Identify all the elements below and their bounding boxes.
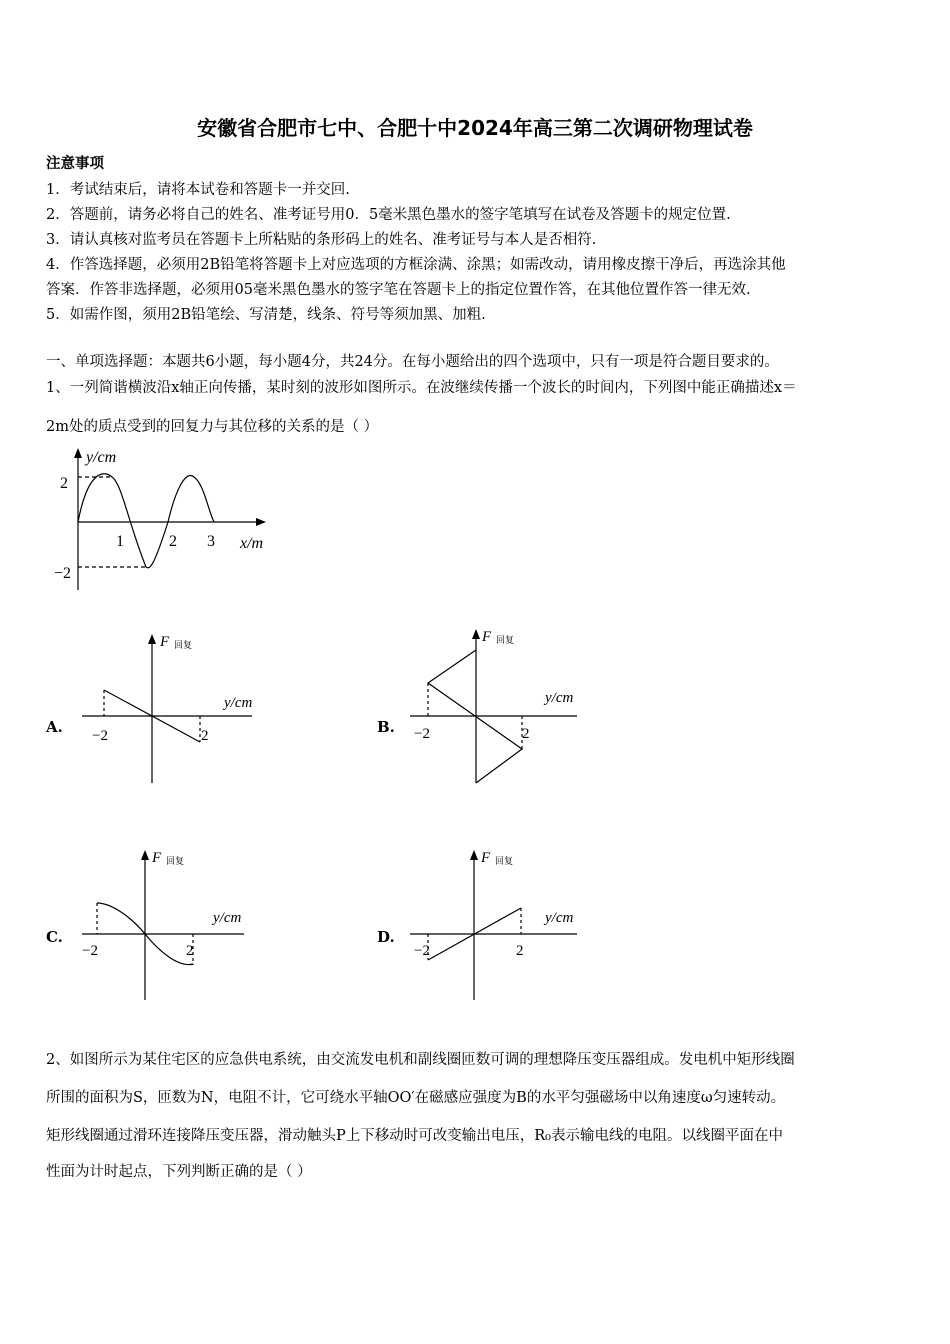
option-a-y-label: y/cm [224,695,253,711]
option-b-f-sub: 回复 [496,635,515,645]
option-a-neg-tick: −2 [92,728,108,744]
question-2-text: 所围的面积为S，匝数为N，电阻不计，它可绕水平轴OO′在磁感应强度为B的水平匀强磁场中以角速度ω匀速转动。 [46,1090,786,1106]
option-a-f-sub: 回复 [174,640,193,650]
option-b-f-label: F [482,629,492,645]
option-c-f-sub: 回复 [166,856,185,866]
option-d-y-label: y/cm [545,910,574,926]
wave-y-label: y/cm [86,449,117,466]
option-c-neg-tick: −2 [82,943,98,959]
option-a-label[interactable]: A. [46,718,63,736]
section-heading: 一、单项选择题：本题共6小题，每小题4分，共24分。在每小题给出的四个选项中，只有一项是符合题目要求的。 [46,354,779,370]
note-item: 1．考试结束后，请将本试卷和答题卡一并交回. [46,182,350,198]
wave-y-tick: −2 [54,565,72,582]
note-item: 4．作答选择题，必须用2B铅笔将答题卡上对应选项的方框涂满、涂黑；如需改动，请用橡皮擦干净后，再选涂其他 [46,257,786,273]
question-1-text: 1、一列简谐横波沿x轴正向传播，某时刻的波形如图所示。在波继续传播一个波长的时间内，下列图中能正确描述x＝ [46,380,797,396]
note-item: 2．答题前，请务必将自己的姓名、准考证号用0．5毫米黑色墨水的签字笔填写在试卷及答题卡的规定位置. [46,207,731,223]
wave-x-tick: 2 [169,533,177,550]
question-1-text: 2m处的质点受到的回复力与其位移的关系的是（ ） [46,419,379,435]
option-c-f-label: F [152,850,162,866]
question-2-text: 矩形线圈通过滑环连接降压变压器，滑动触头P上下移动时可改变输出电压，R₀表示输电线的电阻。以线圈平面在中 [46,1128,783,1144]
wave-x-label: x/m [240,535,264,552]
option-b-label[interactable]: B. [377,718,395,736]
option-b-pos-tick: 2 [522,726,530,742]
option-b-neg-tick: −2 [414,726,430,742]
option-a-pos-tick: 2 [201,728,209,744]
option-c-pos-tick: 2 [186,943,194,959]
wave-x-tick: 1 [116,533,124,550]
question-2-text: 2、如图所示为某住宅区的应急供电系统，由交流发电机和副线圈匝数可调的理想降压变压器组成。发电机中矩形线圈 [46,1052,795,1068]
note-item: 5．如需作图，须用2B铅笔绘、写清楚，线条、符号等须加黑、加粗. [46,307,486,323]
option-b-y-label: y/cm [545,690,574,706]
notes-heading: 注意事项 [46,155,104,172]
note-item: 答案．作答非选择题，必须用05毫米黑色墨水的签字笔在答题卡上的指定位置作答，在其他位置作答一律无效. [46,282,751,298]
option-d-neg-tick: −2 [414,943,430,959]
option-c-y-label: y/cm [213,910,242,926]
option-c-label[interactable]: C. [46,928,63,946]
option-a-f-label: F [160,634,170,650]
note-item: 3．请认真核对监考员在答题卡上所粘贴的条形码上的姓名、准考证号与本人是否相符. [46,232,597,248]
option-d-f-sub: 回复 [495,856,514,866]
wave-x-tick: 3 [207,533,215,550]
option-d-pos-tick: 2 [516,943,524,959]
wave-y-tick: 2 [60,475,68,492]
option-d-f-label: F [481,850,491,866]
question-2-text: 性面为计时起点，下列判断正确的是（ ） [46,1164,312,1180]
option-d-label[interactable]: D. [377,928,395,946]
page-title: 安徽省合肥市七中、合肥十中2024年高三第二次调研物理试卷 [197,116,753,140]
